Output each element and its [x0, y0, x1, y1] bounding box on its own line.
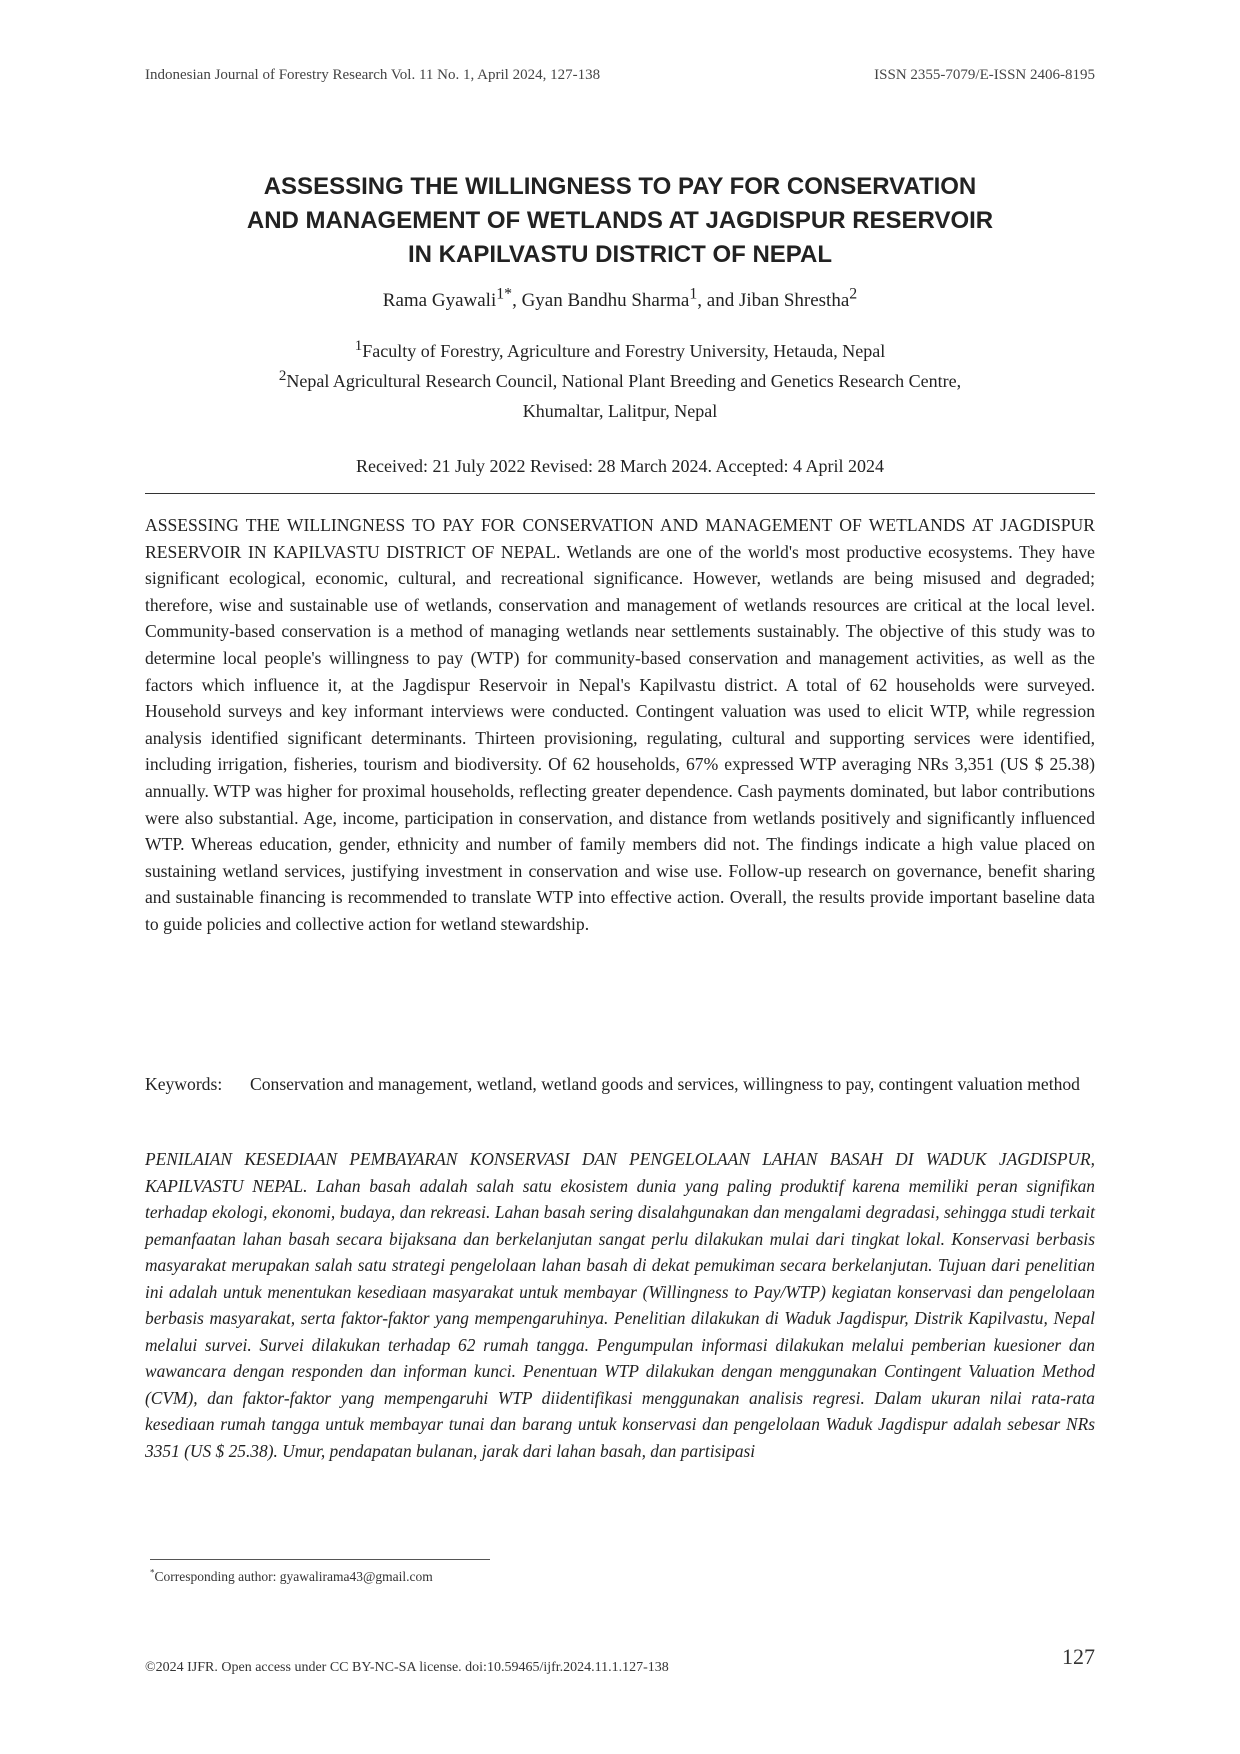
divider-line [145, 493, 1095, 494]
title-line-1: ASSESSING THE WILLINGNESS TO PAY FOR CONSERVATION [263, 173, 977, 200]
keywords-text: Conservation and management, wetland, wetland goods and services, willingness to pay, contingent valuation method [250, 1074, 1080, 1094]
author-list: Rama Gyawali$^{1*}$, Gyan Bandhu Sharma$^1$, and Jiban Shrestha$^2$ [382, 285, 858, 311]
author-1-sup: 1* [496, 285, 513, 303]
keywords-label: Keywords: [145, 1074, 223, 1094]
author-3: and Jiban Shrestha [706, 290, 850, 311]
abstract-indonesian: PENILAIAN KESEDIAAN PEMBAYARAN KONSERVASI DAN PENGELOLAAN LAHAN BASAH DI WADUK JAGDISPUR, KAPILVASTU NEPAL. Lahan basah adalah salah satu ekosistem dunia yang paling produktif karena memiliki peran signifikan terhadap ekologi, ekonomi, budaya, dan rekreasi. Lahan basah sering disalahgunakan dan mengalami degradasi, sehingga studi terkait pemanfaatan lahan basah secara bijaksana dan berkelanjutan sangat perlu dilakukan mulai dari tingkat lokal. Konservasi berbasis masyarakat merupakan salah satu strategi pengelolaan lahan basah di dekat pemukiman secara berkelanjutan. Tujuan dari penelitian ini adalah untuk menentukan kesediaan masyarakat untuk membayar (Willingness to Pay/WTP) kegiatan konservasi dan pengelolaan berbasis masyarakat, serta faktor-faktor yang mempengaruhinya. Penelitian dilakukan di Waduk Jagdispur, Distrik Kapilvastu, Nepal melalui survei. Survei dilakukan terhadap 62 rumah tangga. Pengumpulan informasi dilakukan melalui pemberian kuesioner dan wawancara dengan responden dan informan kunci. Penentuan WTP dilakukan dengan menggunakan Contingent Valuation Method (CVM), dan faktor-faktor yang mempengaruhi WTP diidentifikasi menggunakan analisis regresi. Dalam ukuran nilai rata-rata kesediaan rumah tangga untuk membayar tunai dan barang untuk konservasi dan pengelolaan Waduk Jagdispur adalah sebesar NRs 3351 (US $ 25.38). Umur, pendapatan bulanan, jarak dari lahan basah, dan partisipasi [145, 1149, 1095, 1461]
keywords [145, 1071, 1095, 1097]
abstract-english: ASSESSING THE WILLINGNESS TO PAY FOR CONSERVATION AND MANAGEMENT OF WETLANDS AT JAGDISPUR RESERVOIR IN KAPILVASTU DISTRICT OF NEPAL. Wetlands are one of the world's most productive ecosystems. They have significant ecological, economic, cultural, and recreational significance. However, wetlands are being misused and degraded; therefore, wise and sustainable use of wetlands, conservation and management of wetlands resources are critical at the local level. Community-based conservation is a method of managing wetlands near settlements sustainably. The objective of this study was to determine local people's willingness to pay (WTP) for community-based conservation and management activities, as well as the factors which influence it, at the Jagdispur Reservoir in Nepal's Kapilvastu district. A total of 62 households were surveyed. Household surveys and key informant interviews were conducted. Contingent valuation was used to elicit WTP, while regression analysis identified significant determinants. Thirteen provisioning, regulating, cultural and supporting services were identified, including irrigation, fisheries, tourism and biodiversity. Of 62 households, 67% expressed WTP averaging NRs 3,351 (US $ 25.38) annually. WTP was higher for proximal households, reflecting greater dependence. Cash payments dominated, but labor contributions were also substantial. Age, income, participation in conservation, and distance from wetlands positively and significantly influenced WTP. Whereas education, gender, ethnicity and number of family members did not. The findings indicate a high value placed on sustaining wetland services, justifying investment in conservation and wise use. Follow-up research on governance, benefit sharing and sustainable financing is recommended to translate WTP into effective action. Overall, the results provide important baseline data to guide policies and collective action for wetland stewardship. [145, 515, 1095, 934]
submission-dates: Received: 21 July 2022 Revised: 28 March 2024. Accepted: 4 April 2024 [356, 456, 884, 476]
corresponding-author-email: Corresponding author: gyawalirama43@gmail.com [154, 1569, 433, 1584]
license-footer: ©2024 IJFR. Open access under CC BY-NC-SA license. doi:10.59465/ijfr.2024.11.1.127-138 [145, 1660, 669, 1675]
issn: ISSN 2355-7079/E-ISSN 2406-8195 [874, 67, 1095, 83]
title-line-3: IN KAPILVASTU DISTRICT OF NEPAL [408, 241, 832, 268]
author-2-sup: 1 [689, 285, 698, 303]
affiliation-1: $^1$Faculty of Forestry, Agriculture and Forestry University, Hetauda, Nepal [354, 338, 886, 361]
title-line-2: AND MANAGEMENT OF WETLANDS AT JAGDISPUR RESERVOIR [246, 207, 994, 234]
journal-citation: Indonesian Journal of Forestry Research Vol. 11 No. 1, April 2024, 127-138 [145, 67, 601, 83]
footnote-divider [150, 1559, 490, 1560]
paper-title [145, 170, 1095, 272]
affiliation-2: $^2$Nepal Agricultural Research Council, National Plant Breeding and Genetics Research Centre, [278, 368, 962, 391]
affiliations [145, 336, 1095, 426]
author-2: Gyan Bandhu Sharma [521, 290, 690, 311]
affiliation-2-cont: Khumaltar, Lalitpur, Nepal [522, 401, 718, 421]
page-number: 127 [1062, 1644, 1095, 1669]
corresponding-author-note: *Corresponding author: gyawalirama43@gmail.com [150, 1567, 433, 1584]
author-1: Rama Gyawali [382, 290, 497, 311]
author-3-sup: 2 [849, 285, 858, 303]
